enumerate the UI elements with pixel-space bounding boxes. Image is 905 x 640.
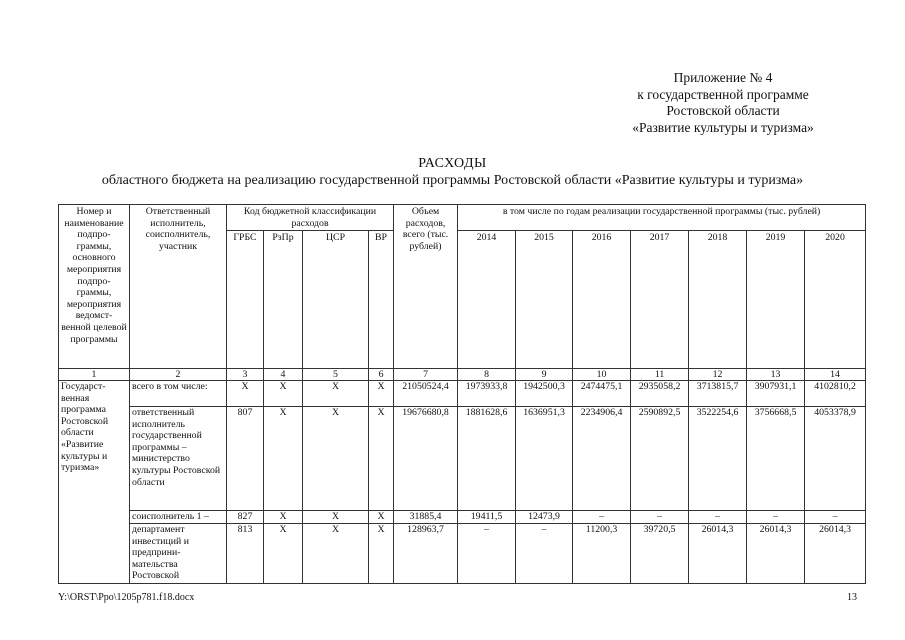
vr-cell: Х	[369, 407, 394, 511]
header-years-group: в том числе по годам реализации государственной программы (тыс. рублей)	[458, 205, 866, 231]
year-cell: 26014,3	[747, 524, 805, 584]
column-number: 5	[303, 369, 369, 381]
year-cell: 3522254,6	[689, 407, 747, 511]
header-csr: ЦСР	[303, 231, 369, 369]
page-number: 13	[847, 592, 857, 603]
header-rzpr: РзПр	[264, 231, 303, 369]
csr-cell: Х	[303, 407, 369, 511]
grbs-cell: 813	[227, 524, 264, 584]
year-cell: 11200,3	[573, 524, 631, 584]
appendix-line-1: Приложение № 4	[673, 70, 773, 85]
year-cell: –	[689, 511, 747, 524]
column-number: 12	[689, 369, 747, 381]
footer-file-path: Y:\ORST\Ppo\1205p781.f18.docx	[58, 592, 195, 603]
year-cell: 12473,9	[516, 511, 573, 524]
year-cell: –	[805, 511, 866, 524]
header-year-2014: 2014	[458, 231, 516, 369]
header-executor: Ответственный исполнитель, соисполнитель, участник	[130, 205, 227, 369]
column-number: 3	[227, 369, 264, 381]
year-cell: 1881628,6	[458, 407, 516, 511]
year-cell: 2935058,2	[631, 381, 689, 407]
table-row	[59, 524, 866, 584]
year-cell: 4053378,9	[805, 407, 866, 511]
grbs-cell: 807	[227, 407, 264, 511]
header-year-2020: 2020	[805, 231, 866, 369]
year-cell: –	[631, 511, 689, 524]
year-cell: 19411,5	[458, 511, 516, 524]
header-year-2016: 2016	[573, 231, 631, 369]
column-number: 11	[631, 369, 689, 381]
appendix-line-4: «Развитие культуры и туризма»	[632, 119, 814, 135]
year-cell: 3756668,5	[747, 407, 805, 511]
column-number: 1	[59, 369, 130, 381]
total-cell: 31885,4	[394, 511, 458, 524]
grbs-cell: Х	[227, 381, 264, 407]
expenses-table	[58, 204, 866, 584]
total-cell: 128963,7	[394, 524, 458, 584]
year-cell: –	[516, 524, 573, 584]
year-cell: 3713815,7	[689, 381, 747, 407]
year-cell: 4102810,2	[805, 381, 866, 407]
executor-cell: департамент инвестиций и предприни-мательства Ростовской	[130, 524, 227, 584]
year-cell: 26014,3	[689, 524, 747, 584]
column-number-row	[59, 369, 866, 381]
vr-cell: Х	[369, 381, 394, 407]
program-name-cell: Государст-венная программа Ростовской области «Развитие культуры и туризма»	[59, 381, 130, 584]
column-number: 2	[130, 369, 227, 381]
column-number: 13	[747, 369, 805, 381]
header-budget-code: Код бюджетной классификации расходов	[227, 205, 394, 231]
table-row	[59, 511, 866, 524]
appendix-line-2: к государственной программе	[637, 86, 809, 102]
column-number: 9	[516, 369, 573, 381]
executor-cell: ответственный исполнитель государственной программы – министерство культуры Ростовской области	[130, 407, 227, 511]
year-cell: –	[747, 511, 805, 524]
rzpr-cell: Х	[264, 407, 303, 511]
year-cell: 39720,5	[631, 524, 689, 584]
column-number: 7	[394, 369, 458, 381]
document-subtitle: областного бюджета на реализацию государственной программы Ростовской области «Развитие культуры и туризма»	[101, 173, 804, 188]
header-year-2015: 2015	[516, 231, 573, 369]
column-number: 14	[805, 369, 866, 381]
year-cell: 2590892,5	[631, 407, 689, 511]
column-number: 6	[369, 369, 394, 381]
csr-cell: Х	[303, 524, 369, 584]
year-cell: 2474475,1	[573, 381, 631, 407]
year-cell: –	[458, 524, 516, 584]
column-number: 10	[573, 369, 631, 381]
year-cell: 1636951,3	[516, 407, 573, 511]
column-number: 8	[458, 369, 516, 381]
year-cell: 1973933,8	[458, 381, 516, 407]
executor-cell: соисполнитель 1 –	[130, 511, 227, 524]
year-cell: 26014,3	[805, 524, 866, 584]
year-cell: 3907931,1	[747, 381, 805, 407]
total-cell: 21050524,4	[394, 381, 458, 407]
header-volume: Объем расходов, всего (тыс. рублей)	[394, 205, 458, 369]
header-vr: ВР	[369, 231, 394, 369]
vr-cell: Х	[369, 511, 394, 524]
document-title: РАСХОДЫ	[418, 156, 487, 171]
executor-cell: всего в том числе:	[130, 381, 227, 407]
appendix-header	[593, 70, 853, 136]
csr-cell: Х	[303, 511, 369, 524]
header-grbs: ГРБС	[227, 231, 264, 369]
grbs-cell: 827	[227, 511, 264, 524]
year-cell: 1942500,3	[516, 381, 573, 407]
rzpr-cell: Х	[264, 524, 303, 584]
header-year-2019: 2019	[747, 231, 805, 369]
header-year-2017: 2017	[631, 231, 689, 369]
table-row	[59, 381, 866, 407]
appendix-line-3: Ростовской области	[666, 103, 780, 118]
vr-cell: Х	[369, 524, 394, 584]
table-row	[59, 407, 866, 511]
rzpr-cell: Х	[264, 381, 303, 407]
csr-cell: Х	[303, 381, 369, 407]
total-cell: 19676680,8	[394, 407, 458, 511]
header-name: Номер и наименование подпро-граммы, основного мероприятия подпро-граммы, мероприятия ведомст-венной целевой программы	[59, 205, 130, 369]
column-number: 4	[264, 369, 303, 381]
rzpr-cell: Х	[264, 511, 303, 524]
year-cell: 2234906,4	[573, 407, 631, 511]
header-year-2018: 2018	[689, 231, 747, 369]
year-cell: –	[573, 511, 631, 524]
